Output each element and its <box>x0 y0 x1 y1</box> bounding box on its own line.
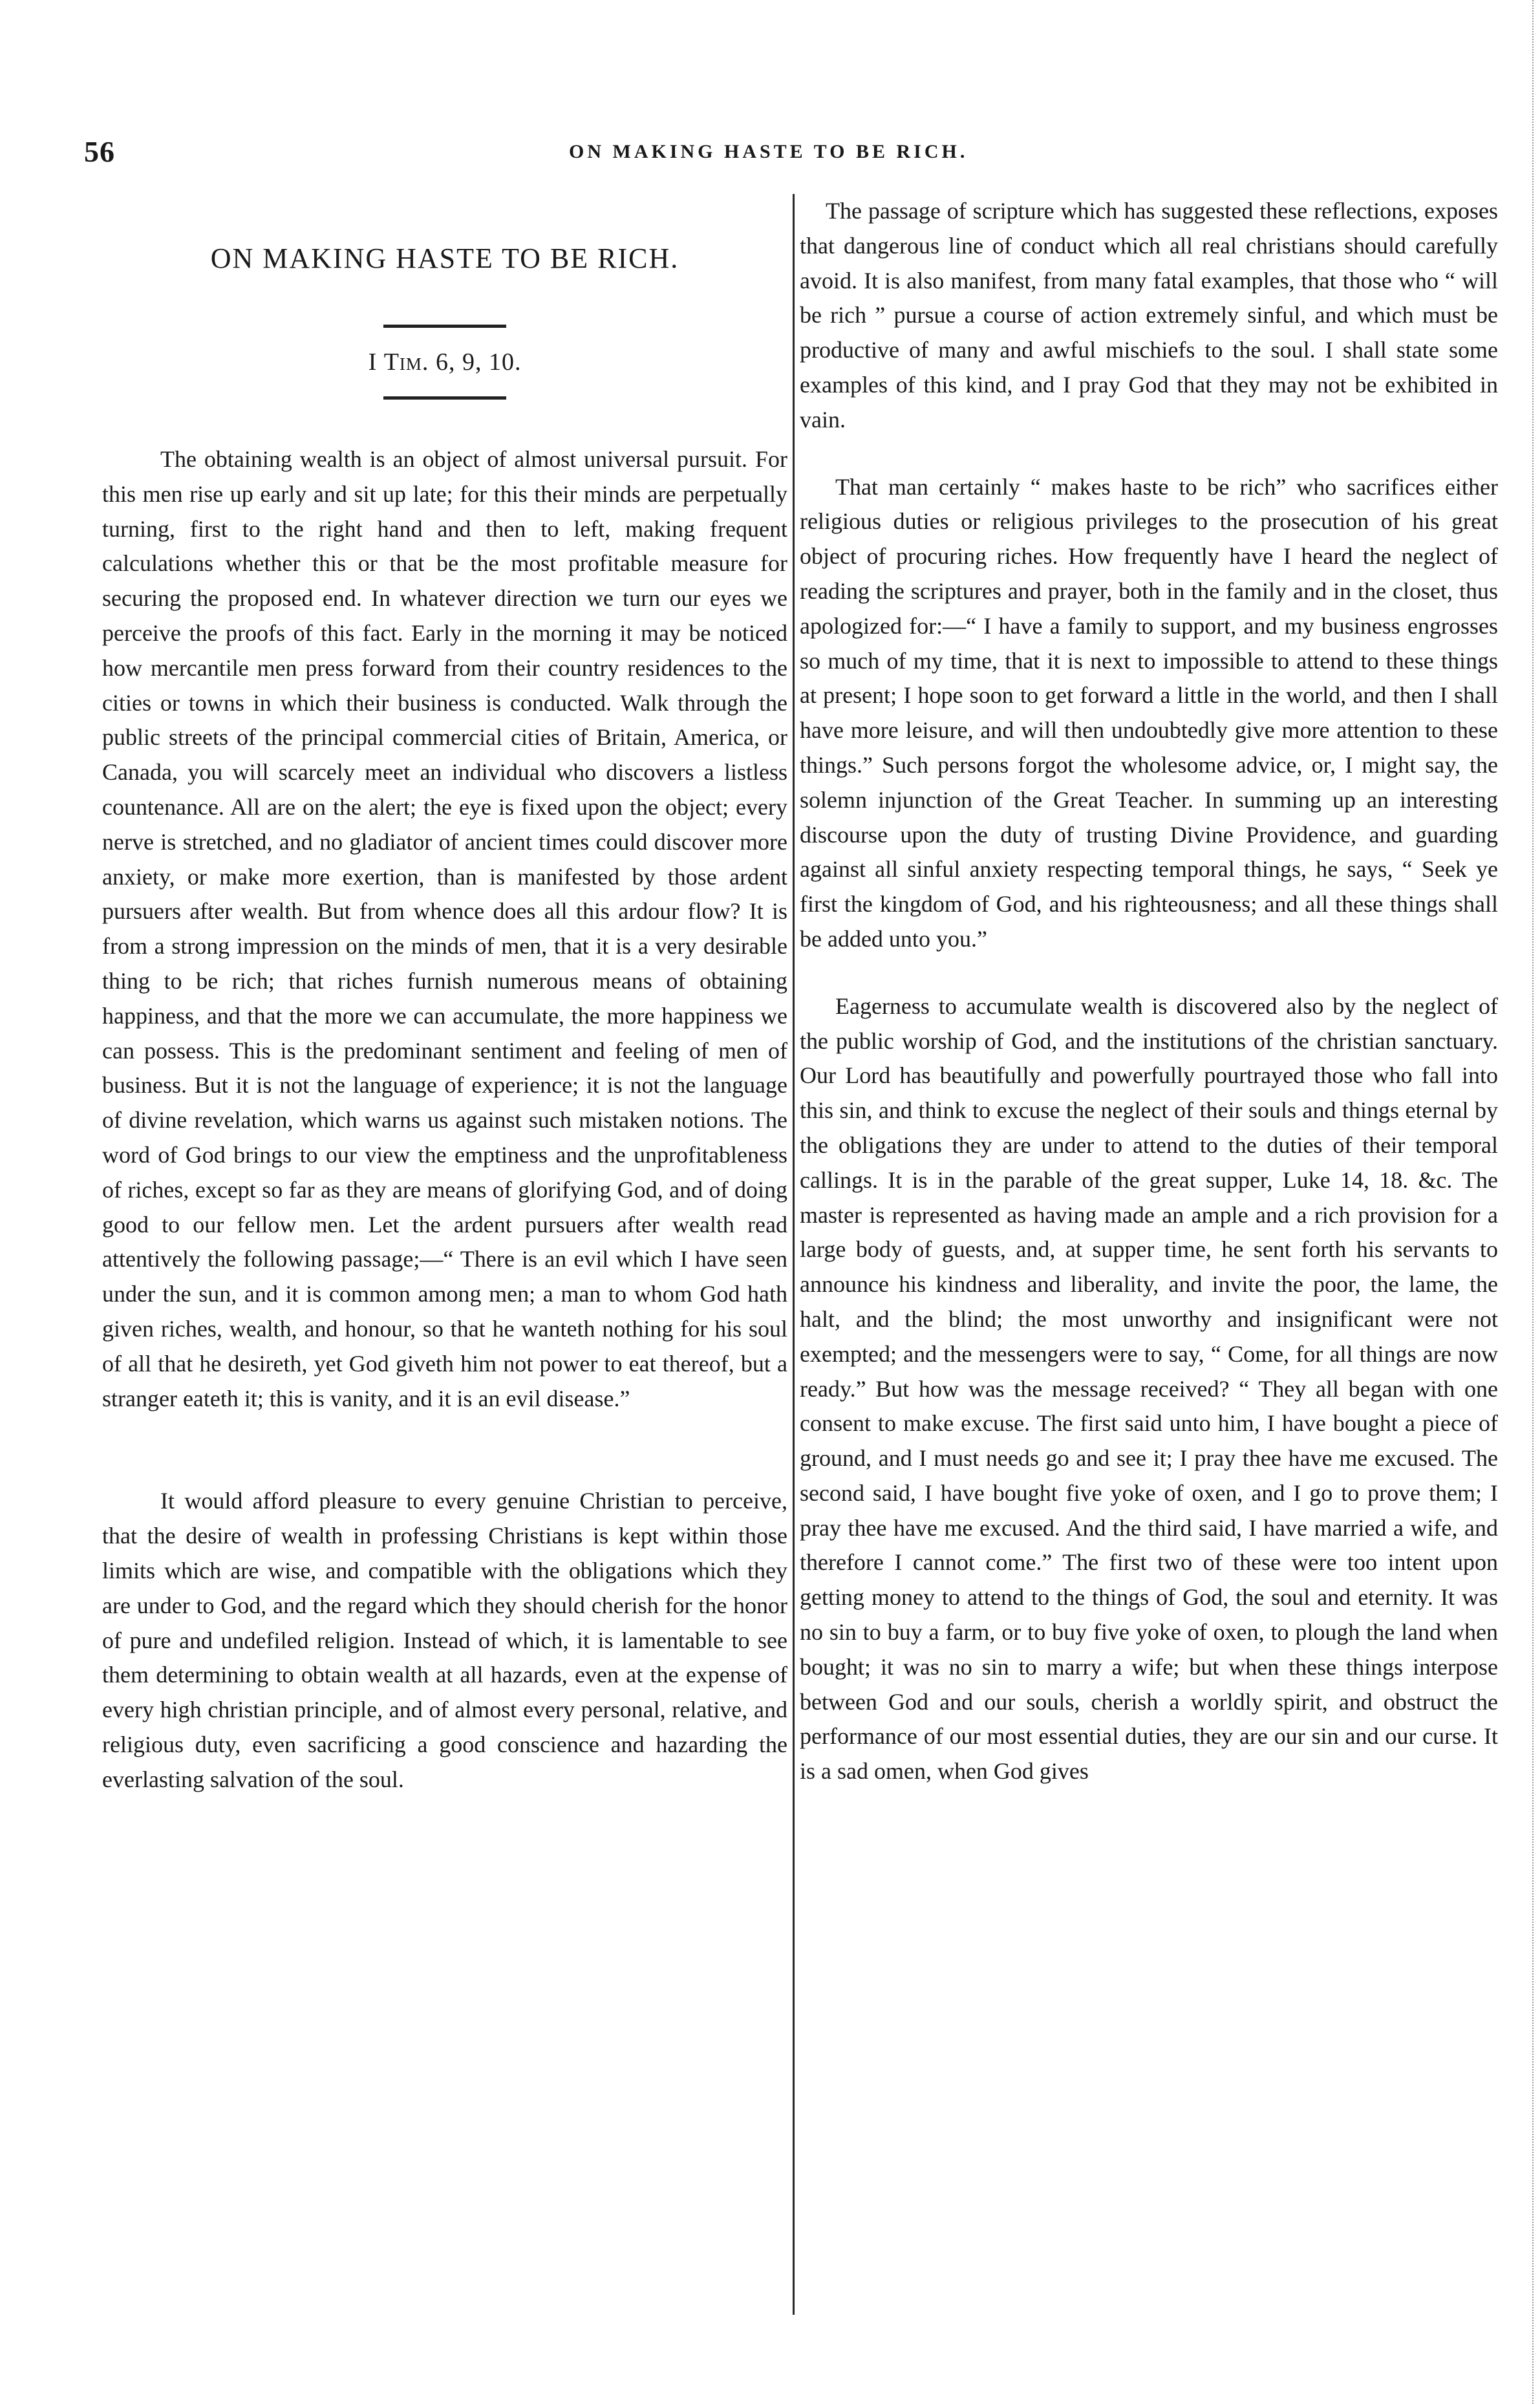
scripture-reference <box>102 346 787 378</box>
left-paragraph-1: The obtaining wealth is an object of almost universal pursuit. For this men rise up early and sit up late; for this their minds are perpetually turning, first to the right hand and then to left, making frequent calculations whether this or that be the most profitable measure for securing the proposed end. In whatever direction we turn our eyes we perceive the proofs of this fact. Early in the morning it may be noticed how mercantile men press forward from their country residences to the cities or towns in which their business is conducted. Walk through the public streets of the principal commercial cities of Britain, America, or Canada, you will scarcely meet an individual who discovers a listless countenance. All are on the alert; the eye is fixed upon the object; every nerve is stretched, and no gladiator of ancient times could discover more anxiety, or make more exertion, than is manifested by those ardent pursuers after wealth. But from whence does all this ardour flow? It is from a strong impression on the minds of men, that it is a very desirable thing to be rich; that riches furnish numerous means of obtaining happiness, and that the more we can accumulate, the more happiness we can possess. This is the predominant sentiment and feeling of men of business. But it is not the language of experience; it is not the language of divine revelation, which warns us against such mistaken notions. The word of God brings to our view the emptiness and the unprofitableness of riches, except so far as they are means of glorifying God, and of doing good to our fellow men. Let the ardent pursuers after wealth read attentively the following passage;—“ There is an evil which I have seen under the sun, and it is common among men; a man to whom God hath given riches, wealth, and honour, so that he wanteth nothing for his soul of all that he desireth, yet God giveth him not power to eat thereof, but a stranger eateth it; this is vanity, and it is an evil disease.” <box>102 446 787 1411</box>
left-column <box>102 194 787 1797</box>
page-number: 56 <box>84 135 115 168</box>
running-head: ON MAKING HASTE TO BE RICH. <box>569 141 968 162</box>
right-paragraph-3: Eagerness to accumulate wealth is discovered also by the neglect of the public worship of God, and the institutions of the christian sanctuary. Our Lord has beautifully and powerfully pourtrayed those who fall into this sin, and think to excuse the neglect of their souls and things eternal by the obligations they are under to attend to the duties of their temporal callings. It is in the parable of the great supper, Luke 14, 18. &c. The master is represented as having made an ample and a rich provision for a large body of guests, and, at supper time, he sent forth his servants to announce his kindness and liberality, and invite the poor, the lame, the halt, and the blind; the most unworthy and insignificant were not exempted; and the messengers were to say, “ Come, for all things are now ready.” But how was the message received? “ They all began with one consent to make excuse. The first said unto him, I have bought a piece of ground, and I must needs go and see it; I pray thee have me excused. The second said, I have bought five yoke of oxen, and I go to prove them; I pray thee have me excused. And the third said, I have married a wife, and therefore I cannot come.” The first two of these were too intent upon getting money to attend to the things of God, the soul and eternity. It was no sin to buy a farm, or to buy five yoke of oxen, to plough the land when bought; it was no sin to marry a wife; but when these things interpose between God and our souls, cherish a worldly spirit, and obstruct the performance of our most essential duties, they are our sin and our curse. It is a sad omen, when God gives <box>800 993 1498 1785</box>
title-rule-top <box>383 325 506 328</box>
reference-book: Tim. <box>383 349 429 376</box>
reference-prefix: I <box>368 349 378 376</box>
reference-verses: 6, 9, 10. <box>435 349 522 376</box>
right-paragraph-1: The passage of scripture which has suggested these reflections, exposes that dangerous line of conduct which all real christians should carefully avoid. It is also manifest, from many fatal examples, that those who “ will be rich ” pursue a course of action extremely sinful, and which must be productive of many and awful mischiefs to the soul. I shall state some examples of this kind, and I pray God that they may not be exhibited in vain. <box>800 198 1498 433</box>
scan-edge-marks <box>1527 0 1534 2404</box>
title-rule-bottom <box>383 396 506 400</box>
page-header <box>0 134 1540 173</box>
right-column <box>800 194 1498 1789</box>
right-paragraph-2: That man certainly “ makes haste to be rich” who sacrifices either religious duties or religious privileges to the prosecution of his great object of procuring riches. How frequently have I heard the neglect of reading the scriptures and prayer, both in the family and in the closet, thus apologized for:—“ I have a family to support, and my business engrosses so much of my time, that it is next to impossible to attend to these things at present; I hope soon to get forward a little in the world, and then I shall have more leisure, and will then undoubtedly give more attention to these things.” Such persons forgot the wholesome advice, or, I might say, the solemn injunction of the Great Teacher. In summing up an interesting discourse upon the duty of trusting Divine Providence, and guarding against all sinful anxiety respecting temporal things, he says, “ Seek ye first the kingdom of God, and his righteousness; and all these things shall be added unto you.” <box>800 473 1498 952</box>
left-paragraph-2: It would afford pleasure to every genuine Christian to perceive, that the desire of wealth in professing Christians is kept within those limits which are wise, and compatible with the obligations which they are under to God, and the regard which they should cherish for the honor of pure and undefiled religion. Instead of which, it is lamentable to see them determining to obtain wealth at all hazards, even at the expense of every high christian principle, and of almost every personal, relative, and religious duty, even sacrificing a good conscience and hazarding the everlasting salvation of the soul. <box>102 1488 787 1792</box>
column-divider <box>793 194 795 2315</box>
article-title: ON MAKING HASTE TO BE RICH. <box>210 242 679 274</box>
